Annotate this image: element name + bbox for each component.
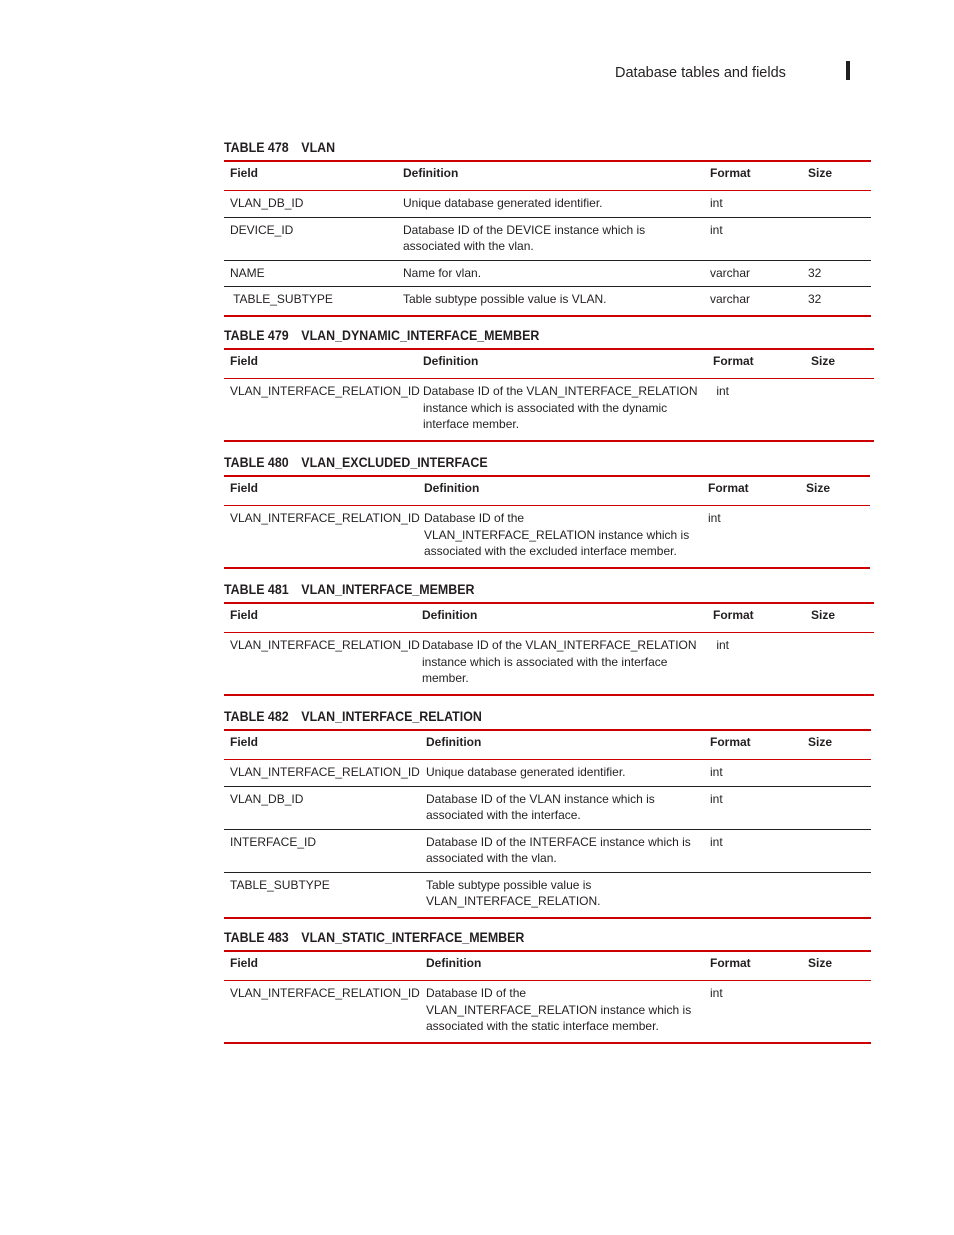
cell-field: TABLE_SUBTYPE [230,877,330,892]
table-row [224,191,871,218]
table-caption [224,707,819,729]
column-header-format: Format [704,161,802,191]
cell-definition: Unique database generated identifier. [420,760,704,787]
table-block-vlan-dynamic-interface-member [224,326,874,442]
table-name: VLAN_INTERFACE_MEMBER [301,582,475,597]
data-table [224,475,870,569]
column-header-field: Field [224,951,420,981]
table-caption [224,326,822,348]
column-header-format: Format [707,349,805,379]
column-header-field: Field [224,161,397,191]
column-header-field: Field [224,730,420,760]
cell-format: varchar [710,292,751,306]
column-header-definition: Definition [397,161,704,191]
table-name: VLAN_EXCLUDED_INTERFACE [301,455,488,470]
cell-field: VLAN_INTERFACE_RELATION_ID [230,384,420,398]
table-row [224,217,871,260]
cell-format [704,872,802,918]
column-header-definition: Definition [420,730,704,760]
cell-size: 32 [808,292,822,306]
column-header-size: Size [805,603,874,633]
column-header-format: Format [702,476,800,506]
cell-format: int [704,760,802,787]
table-name: VLAN_STATIC_INTERFACE_MEMBER [301,930,525,945]
cell-field: VLAN_INTERFACE_RELATION_ID [230,638,420,652]
table-row [224,379,874,441]
cell-definition: Name for vlan. [397,260,704,287]
cell-size [802,217,871,260]
header-row [224,730,871,760]
header-row [224,951,871,981]
cell-definition: Database ID of the INTERFACE instance which is associated with the vlan. [420,829,704,872]
table-block-vlan-static-interface-member [224,928,871,1044]
cell-field: NAME [224,260,397,287]
cell-definition: Database ID of the VLAN_INTERFACE_RELATION instance which is associated with the static interface member. [426,986,692,1033]
table-caption [224,580,822,602]
table-row [224,633,874,695]
cell-size [802,829,871,872]
column-header-format: Format [704,730,802,760]
column-header-size: Size [802,730,871,760]
cell-field: TABLE_SUBTYPE [230,292,333,306]
table-caption [224,138,819,160]
column-header-format: Format [707,603,805,633]
table-number: TABLE 481 [224,582,289,597]
column-header-size: Size [805,349,874,379]
table-caption [224,453,818,475]
table-row [224,829,871,872]
data-table [224,160,871,317]
column-header-definition: Definition [416,603,707,633]
cell-definition: Database ID of the DEVICE instance which is associated with the vlan. [397,217,704,260]
header-row [224,161,871,191]
cell-size [800,506,870,568]
table-name: VLAN_DYNAMIC_INTERFACE_MEMBER [301,328,540,343]
cell-format: int [710,986,723,1000]
table-name: VLAN [301,140,336,155]
table-row [224,981,871,1043]
cell-definition: Database ID of the VLAN instance which is associated with the interface. [420,786,704,829]
data-table [224,950,871,1044]
column-header-definition: Definition [418,476,702,506]
table-name: VLAN_INTERFACE_RELATION [301,709,482,724]
table-number: TABLE 482 [224,709,289,724]
cell-size: 32 [802,260,871,287]
column-header-definition: Definition [417,349,707,379]
header-bar-marker [846,61,850,80]
table-row [224,506,870,568]
column-header-field: Field [224,603,416,633]
cell-format: int [704,217,802,260]
table-row [224,260,871,287]
cell-field: VLAN_DB_ID [224,786,420,829]
cell-size [802,872,871,918]
cell-field: VLAN_DB_ID [224,191,397,218]
data-table [224,348,874,442]
table-row [224,287,871,316]
table-block-vlan-interface-member [224,580,874,696]
cell-format: int [713,638,730,652]
table-row [224,786,871,829]
cell-field: VLAN_INTERFACE_RELATION_ID [230,511,420,525]
cell-format: int [704,829,802,872]
table-number: TABLE 478 [224,140,289,155]
data-table [224,602,874,696]
cell-size [802,786,871,829]
table-row [224,872,871,918]
running-head-title: Database tables and fields [615,65,786,81]
cell-size [802,191,871,218]
table-caption [224,928,819,950]
cell-size [802,981,871,1043]
header-row [224,603,874,633]
cell-field: INTERFACE_ID [224,829,420,872]
cell-format: int [704,191,802,218]
table-row [224,760,871,787]
column-header-size: Size [802,951,871,981]
column-header-size: Size [800,476,870,506]
cell-size [802,760,871,787]
cell-format: int [713,384,730,398]
column-header-format: Format [704,951,802,981]
cell-size [805,379,874,441]
table-block-vlan-interface-relation [224,707,871,919]
column-header-field: Field [224,476,418,506]
table-number: TABLE 480 [224,455,289,470]
table-block-vlan-excluded-interface [224,453,870,569]
header-row [224,476,870,506]
cell-definition: Database ID of the VLAN_INTERFACE_RELATION instance which is associated with the interface member. [422,638,697,685]
cell-definition: Unique database generated identifier. [397,191,704,218]
cell-definition: Table subtype possible value is VLAN_INTERFACE_RELATION. [426,877,601,908]
column-header-size: Size [802,161,871,191]
cell-field: DEVICE_ID [224,217,397,260]
header-row [224,349,874,379]
data-table [224,729,871,919]
cell-definition: Database ID of the VLAN_INTERFACE_RELATION instance which is associated with the dynamic interface member. [423,384,698,431]
cell-size [805,633,874,695]
column-header-definition: Definition [420,951,704,981]
cell-field: VLAN_INTERFACE_RELATION_ID [230,986,420,1000]
table-block-vlan [224,138,871,317]
cell-field: VLAN_INTERFACE_RELATION_ID [224,760,420,787]
table-number: TABLE 479 [224,328,289,343]
cell-format: varchar [704,260,802,287]
cell-format: int [704,786,802,829]
cell-definition: Table subtype possible value is VLAN. [403,292,607,306]
table-number: TABLE 483 [224,930,289,945]
column-header-field: Field [224,349,417,379]
cell-definition: Database ID of the VLAN_INTERFACE_RELATION instance which is associated with the excluded interface member. [424,511,690,558]
cell-format: int [708,511,721,525]
